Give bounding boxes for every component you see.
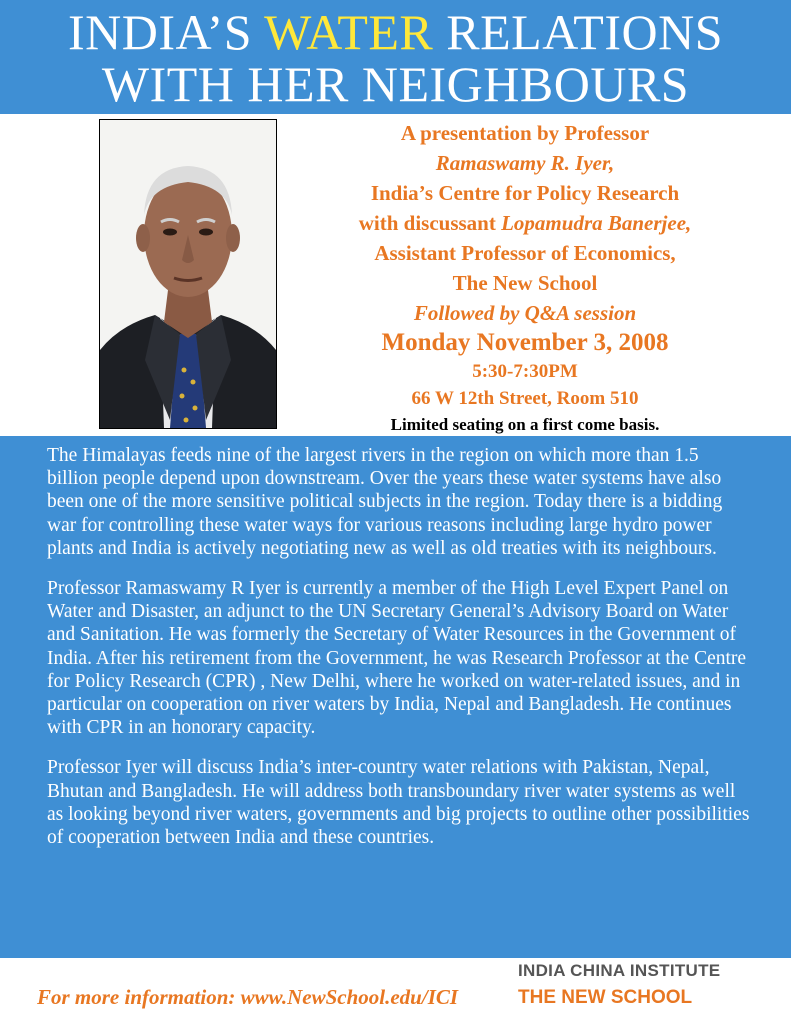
title-line-1 (0, 0, 791, 58)
description-paragraph-1: The Himalayas feeds nine of the largest rivers in the region on which more than 1.5 billion people depend upon downstream. Over the years these water systems have also been one of the more sensitive political subjects in the region. Today there is a bidding war for controlling these water ways for various reasons including large hydro power plants and India is actively negotiating new as well as old treaties with its neighbours. (47, 445, 723, 559)
description-paragraph-2: Professor Ramaswamy R Iyer is currently a member of the High Level Expert Panel on Water and Disaster, an adjunct to the UN Secretary General’s Advisory Board on Water and Sanitation. He was formerly the Secretary of Water Resources in the Government of India. After his retirement from the Government, he was Research Professor at the Centre for Policy Research (CPR) , New Delhi, where he worked on water-related issues, and in particular on cooperation on river waters by India, Nepal and Bangladesh. He continues with CPR in an honorary capacity. (47, 578, 747, 739)
description-text (47, 444, 752, 866)
title-highlight-water: WATER (264, 4, 434, 60)
school-name: THE NEW SCHOOL (518, 987, 693, 1008)
presenter-intro: A presentation by Professor (400, 121, 650, 145)
discussant-affiliation: The New School (452, 271, 598, 295)
more-info-link[interactable]: For more information: www.NewSchool.edu/ICI (37, 985, 459, 1009)
speaker-affiliation: India’s Centre for Policy Research (370, 181, 680, 205)
speaker-portrait-image (100, 120, 276, 428)
speaker-photo (99, 119, 277, 429)
discussant-title: Assistant Professor of Economics, (374, 241, 676, 265)
institute-name: INDIA CHINA INSTITUTE (518, 961, 721, 980)
institute-logo (518, 961, 778, 1009)
event-location: 66 W 12th Street, Room 510 (411, 388, 639, 409)
title-line-2: WITH HER NEIGHBOURS (101, 56, 690, 112)
seating-note: Limited seating on a first come basis. (390, 415, 660, 434)
title-suffix: RELATIONS (433, 4, 723, 60)
title-banner (0, 0, 791, 114)
title-prefix: INDIA’S (67, 4, 265, 60)
qa-session: Followed by Q&A session (413, 301, 637, 325)
speaker-name: Ramaswamy R. Iyer, (435, 151, 615, 175)
event-time: 5:30-7:30PM (472, 361, 578, 382)
event-details (288, 118, 762, 438)
description-paragraph-3: Professor Iyer will discuss India’s inter-country water relations with Pakistan, Nepal, Bhutan and Bangladesh. He will address both transboundary river water systems as well as looking beyond river waters, governments and big projects to outline other possibilities of cooperation between India and these countries. (47, 757, 750, 849)
event-date: Monday November 3, 2008 (381, 329, 669, 356)
discussant-prefix: with discussant (358, 211, 502, 235)
discussant-name: Lopamudra Banerjee, (501, 211, 692, 235)
discussant-line (288, 208, 762, 238)
